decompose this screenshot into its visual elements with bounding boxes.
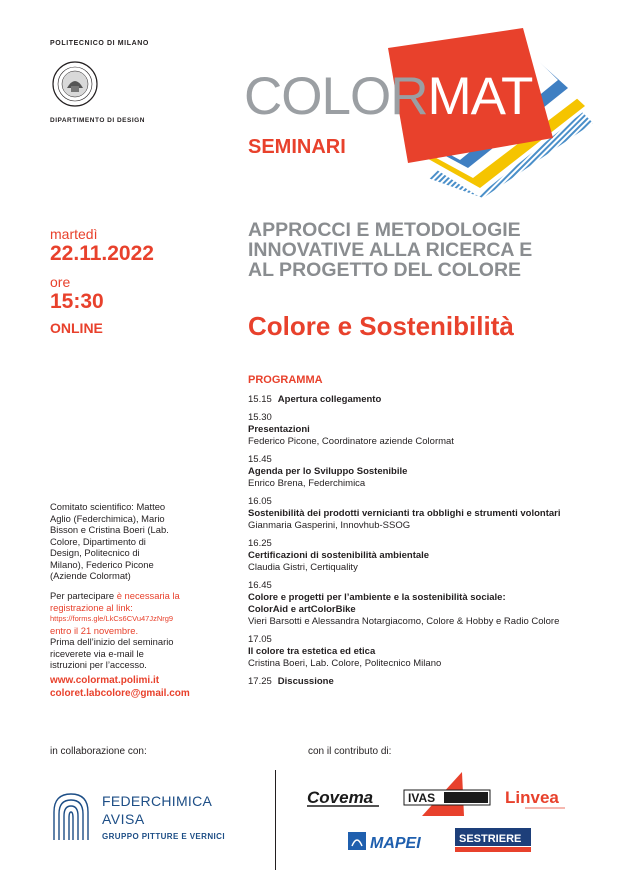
- university-name: POLITECNICO DI MILANO: [50, 40, 149, 47]
- mapei-logo: [348, 830, 434, 852]
- colormat-logo-text: [244, 67, 533, 126]
- series-label: SEMINARI: [248, 136, 346, 158]
- program-list: [248, 394, 608, 694]
- registration-link[interactable]: https://forms.gle/LkCs6CVu47JzNrg9: [50, 614, 174, 623]
- scientific-committee: [50, 501, 210, 582]
- program-title: Colore e progetti per l’ambiente e la sostenibilità sociale:: [248, 592, 506, 603]
- sestriere-logo-text: SESTRIERE: [459, 833, 522, 845]
- logo-mat-word: MAT: [427, 67, 533, 126]
- seminar-title: [248, 220, 598, 280]
- sestriere-logo: [455, 828, 531, 854]
- program-title: Presentazioni: [248, 424, 310, 435]
- program-time: 15.15: [248, 394, 272, 405]
- program-speaker: Enrico Brena, Federchimica: [248, 478, 366, 489]
- program-title: Sostenibilità dei prodotti vernicianti tra obblighi e strumenti volontari: [248, 508, 561, 519]
- program-title: Discussione: [277, 676, 334, 687]
- committee-line: (Aziende Colormat): [50, 570, 131, 581]
- program-item: [248, 412, 608, 448]
- program-item: [248, 454, 608, 490]
- committee-line: Milano), Federico Picone: [50, 558, 154, 570]
- title-line: INNOVATIVE ALLA RICERCA E: [248, 239, 533, 261]
- registration-info: [50, 590, 220, 671]
- program-time: 17.25: [248, 676, 272, 687]
- program-title-continued: ColorAid e artColorBike: [248, 604, 356, 615]
- collaboration-label: in collaborazione con:: [50, 746, 147, 757]
- title-line: APPROCCI E METODOLOGIE: [248, 219, 521, 241]
- program-time: 16.45: [248, 580, 272, 591]
- program-time: 16.25: [248, 538, 272, 549]
- program-time: 15.45: [248, 454, 272, 465]
- program-title: Certificazioni di sostenibilità ambientale: [248, 550, 430, 561]
- university-seal-icon: [51, 60, 99, 108]
- event-mode: ONLINE: [50, 320, 103, 336]
- logo-color-word: COLOR: [244, 67, 428, 126]
- email-link[interactable]: coloret.labcolore@gmail.com: [50, 687, 190, 699]
- footer-divider: [275, 770, 276, 870]
- avisa-name: AVISA: [102, 811, 145, 827]
- program-item: [248, 580, 608, 628]
- committee-line: Aglio (Federchimica), Mario: [50, 512, 165, 524]
- committee-line: Bisson e Cristina Boeri (Lab.: [50, 524, 169, 535]
- program-speaker: Vieri Barsotti e Alessandra Notargiacomo, Colore & Hobby e Radio Colore: [248, 616, 560, 627]
- event-day: martedì: [50, 226, 98, 242]
- program-title: Apertura collegamento: [277, 394, 382, 405]
- title-line: AL PROGETTO DEL COLORE: [248, 259, 522, 281]
- program-time: 17.05: [248, 634, 272, 645]
- contribution-label: con il contributo di:: [308, 746, 392, 757]
- federchimica-logo-icon: [50, 788, 92, 842]
- time-label: ore: [50, 274, 71, 290]
- event-date: 22.11.2022: [50, 242, 154, 265]
- program-time: 15.30: [248, 412, 272, 423]
- program-speaker: Claudia Gistri, Certiquality: [248, 562, 358, 573]
- department-name: DIPARTIMENTO DI DESIGN: [50, 117, 145, 124]
- registration-required-line2: registrazione al link:: [50, 601, 133, 613]
- contact-links: [50, 675, 190, 700]
- program-speaker: Gianmaria Gasperini, Innovhub-SSOG: [248, 520, 411, 531]
- program-item: [248, 394, 608, 406]
- program-title: Agenda per lo Sviluppo Sostenibile: [248, 466, 408, 477]
- program-speaker: Federico Picone, Coordinatore aziende Colormat: [248, 436, 454, 447]
- registration-note-line: riceverete via e-mail le: [50, 647, 144, 659]
- registration-note-line: istruzioni per l’accesso.: [50, 659, 147, 670]
- avisa-group: GRUPPO PITTURE E VERNICI: [102, 832, 225, 841]
- seminar-subtitle: Colore e Sostenibilità: [248, 311, 514, 341]
- program-time: 16.05: [248, 496, 272, 507]
- event-time: 15:30: [50, 290, 104, 313]
- registration-required: è necessaria la: [116, 590, 180, 601]
- ivas-logo: [402, 772, 492, 818]
- covema-logo-text: Covema: [307, 788, 374, 807]
- covema-logo: [305, 784, 381, 810]
- linvea-logo: [505, 784, 577, 812]
- registration-note-line: Prima dell’inizio del seminario: [50, 636, 174, 647]
- federchimica-name: FEDERCHIMICA: [102, 793, 213, 809]
- program-item: [248, 538, 608, 574]
- committee-line: Comitato scientifico: Matteo: [50, 501, 166, 512]
- program-heading: PROGRAMMA: [248, 374, 323, 386]
- program-title: Il colore tra estetica ed etica: [248, 646, 376, 657]
- committee-line: Colore, Dipartimento di: [50, 535, 146, 547]
- mapei-logo-text: MAPEI: [370, 835, 421, 852]
- registration-intro: Per partecipare: [50, 590, 117, 601]
- ivas-logo-text: IVAS: [408, 791, 436, 805]
- registration-deadline: entro il 21 novembre.: [50, 624, 139, 636]
- linvea-logo-text: Linvea: [505, 788, 559, 807]
- program-item: [248, 634, 608, 670]
- website-link[interactable]: www.colormat.polimi.it: [50, 675, 160, 686]
- program-item: [248, 496, 608, 532]
- committee-line: Design, Politecnico di: [50, 547, 140, 558]
- program-speaker: Cristina Boeri, Lab. Colore, Politecnico Milano: [248, 658, 442, 669]
- program-item: [248, 676, 608, 688]
